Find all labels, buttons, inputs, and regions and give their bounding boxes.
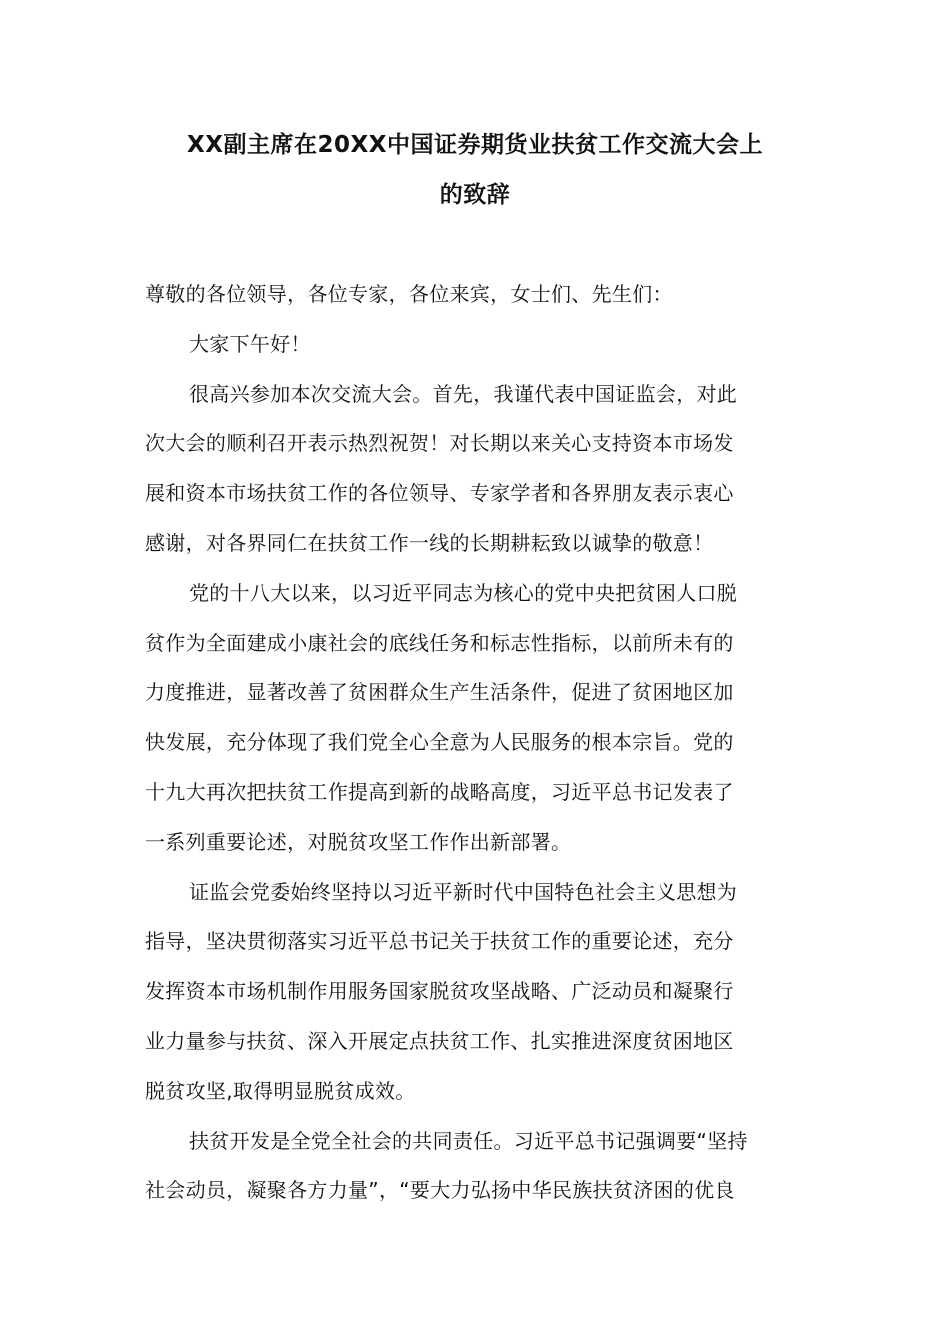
text-line: 扶贫开发是全党全社会的共同责任。习近平总书记强调要“坚持 xyxy=(189,1128,748,1153)
text-line: 发挥资本市场机制作用服务国家脱贫攻坚战略、广泛动员和凝聚行 xyxy=(145,979,734,1004)
text-line: 很高兴参加本次交流大会。首先，我谨代表中国证监会，对此 xyxy=(189,381,738,406)
text-line: 十九大再次把扶贫工作提高到新的战略高度，习近平总书记发表了 xyxy=(145,779,734,804)
text-line: 脱贫攻坚,取得明显脱贫成效。 xyxy=(145,1078,416,1103)
text-line: 力度推进，显著改善了贫困群众生产生活条件，促进了贫困地区加 xyxy=(145,680,734,705)
document-title-line-1: XX副主席在20XX中国证券期货业扶贫工作交流大会上 xyxy=(187,132,763,158)
text-line: 大家下午好！ xyxy=(189,331,311,356)
text-line: 业力量参与扶贫、深入开展定点扶贫工作、扎实推进深度贫困地区 xyxy=(145,1028,734,1053)
text-line: 贫作为全面建成小康社会的底线任务和标志性指标，以前所未有的 xyxy=(145,630,734,655)
text-line: 感谢，对各界同仁在扶贫工作一线的长期耕耘致以诚挚的敬意！ xyxy=(145,530,714,555)
text-line: 证监会党委始终坚持以习近平新时代中国特色社会主义思想为 xyxy=(189,879,738,904)
document-title-line-2: 的致辞 xyxy=(439,182,511,208)
text-line: 党的十八大以来，以习近平同志为核心的党中央把贫困人口脱 xyxy=(189,580,738,605)
text-line: 次大会的顺利召开表示热烈祝贺！对长期以来关心支持资本市场发 xyxy=(145,431,734,456)
text-line: 尊敬的各位领导，各位专家，各位来宾，女士们、先生们： xyxy=(145,282,673,306)
document-body xyxy=(145,270,810,1216)
text-line: 展和资本市场扶贫工作的各位领导、专家学者和各界朋友表示衷心 xyxy=(145,481,734,506)
text-line: 快发展，充分体现了我们党全心全意为人民服务的根本宗旨。党的 xyxy=(145,730,734,755)
text-line: 一系列重要论述，对脱贫攻坚工作作出新部署。 xyxy=(145,829,572,854)
text-line: 指导，坚决贯彻落实习近平总书记关于扶贫工作的重要论述，充分 xyxy=(145,929,734,954)
text-line: 社会动员，凝聚各方力量”，“要大力弘扬中华民族扶贫济困的优良 xyxy=(145,1178,735,1203)
